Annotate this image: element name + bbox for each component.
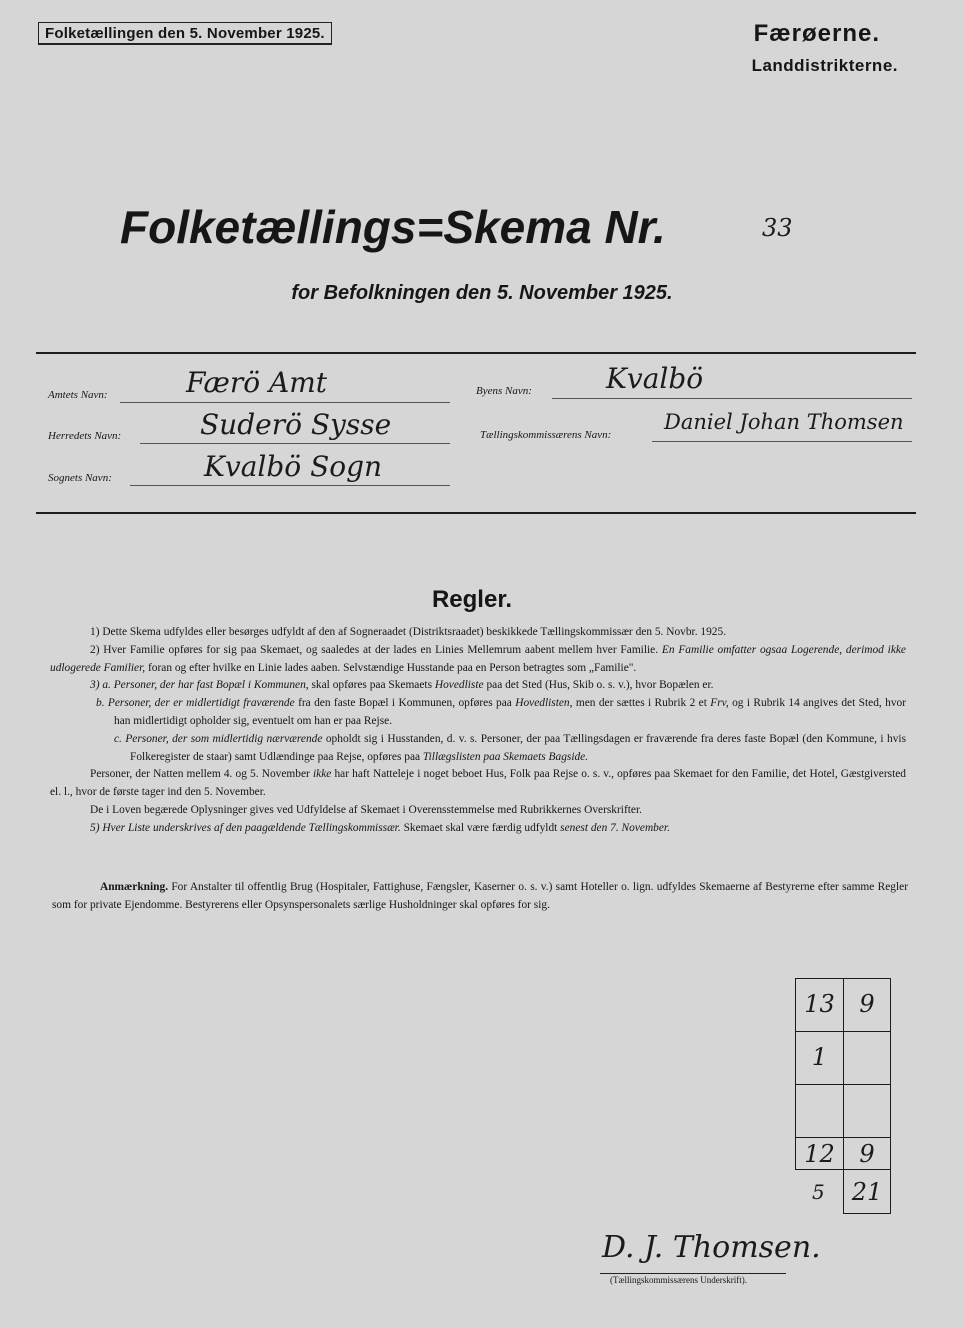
rule-2: 2) Hver Familie opføres for sig paa Skemaet, og saaledes at der lades en Linies Mellemrum aabent mellem hver Familie. En Familie omfatter ogsaa Logerende, derimod ikke udlogerede Familier, foran og efter hvilke en Linie lades aaben. Selvstændige Husstande paa en Person betragtes som „Familie". [50,643,906,674]
tally-cell-r2-right [843,1031,891,1085]
kommissaer-label: Tællingskommissærens Navn: [480,429,612,441]
tally-cell-r3-left [795,1084,844,1138]
remark-text: For Anstalter til offentlig Brug (Hospitaler, Fattighuse, Fængsler, Kaserner o. s. v.) samt Hoteller o. lign. udfyldes Skemaerne af Bestyrerne efter samme Regler som for private Ejendomme. Bestyrerens eller Opsynspersonalets særlige Husholdninger skal opføres for sig. [52,881,908,911]
by-label: Byens Navn: [476,385,532,397]
signature-line [600,1273,786,1274]
tally-box [795,978,891,1214]
rules-body [50,624,906,838]
rule-5: 5) Hver Liste underskrives af den paagældende Tællingskommissær. Skemaet skal være færdig udfyldt senest den 7. November. [90,821,670,834]
signature-caption: (Tællingskommissærens Underskrift). [610,1275,747,1285]
schema-title: Folketællings=Skema Nr. [120,201,666,253]
herred-value: Suderö Sysse [200,408,392,441]
kommissaer-underline [652,441,912,442]
by-underline [552,398,912,399]
top-divider [36,352,916,354]
bottom-divider [36,512,916,514]
commissioner-signature: D. J. Thomsen. [602,1230,821,1265]
rule-3a: 3) a. Personer, der har fast Bopæl i Kommunen, skal opføres paa Skemaets Hovedliste paa det Sted (Hus, Skib o. s. v.), hvor Bopælen er. [90,679,714,692]
rule-4: Personer, der Natten mellem 4. og 5. November ikke har haft Natteleje i noget beboet Hus, Folk paa Rejse o. s. v., opføres paa Skemaet for den Familie, det Hotel, Gæstgiversted el. l., hvor de første tager ind den 5. November. [50,768,906,799]
amt-underline [120,402,450,403]
amt-label: Amtets Navn: [48,389,108,401]
tally-cell-r1-right: 9 [843,978,891,1032]
tally-cell-r4-right: 9 [843,1137,891,1170]
rule-3c: c. Personer, der som midlertidig nærværende opholdt sig i Husstanden, d. v. s. Personer, der paa Tællingsdagen er fraværende fra deres faste Bopæl (den Kommune, i hvis Folkeregister de staar) samt Udlændinge paa Rejse, opføres paa Tillægslisten paa Skemaets Bagside. [114,732,906,763]
herred-label: Herredets Navn: [48,430,122,442]
tally-cell-r5-right: 21 [843,1169,891,1214]
remark [52,878,908,914]
rules-heading: Regler. [431,586,513,613]
tally-cell-r1-left: 13 [795,978,844,1032]
by-value: Kvalbö [606,362,704,395]
region-title: Færøerne. [753,20,880,47]
amt-value: Færö Amt [186,366,328,399]
tally-cell-r2-left: 1 [795,1031,844,1085]
sogn-value: Kvalbö Sogn [204,450,383,483]
herred-underline [140,443,450,444]
rule-1: 1) Dette Skema udfyldes eller besørges udfyldt af den af Sogneraadet (Distriktsraadet) beskikkede Tællingskommissær den 5. Novbr. 1925. [90,626,727,638]
sogn-underline [130,485,450,486]
tally-cell-r4-left: 12 [795,1137,844,1170]
schema-subtitle: for Befolkningen den 5. November 1925. [291,282,673,304]
rule-4-note: De i Loven begærede Oplysninger gives ved Udfyldelse af Skemaet i Overensstemmelse med Rubrikkernes Overskrifter. [90,803,642,816]
census-date-label: Folketællingen den 5. November 1925. [38,22,332,45]
schema-number: 33 [762,214,793,242]
district-subtitle: Landdistrikterne. [751,56,898,75]
remark-label: Anmærkning. [100,881,169,893]
tally-cell-r5-left: 5 [812,1180,825,1204]
kommissaer-value: Daniel Johan Thomsen [664,410,904,434]
rule-3b: b. Personer, der er midlertidigt fraværende fra den faste Bopæl i Kommunen, opføres paa Hovedlisten, men der sættes i Rubrik 2 et Frv, og i Rubrik 14 angives det Sted, hvor han midlertidigt opholder sig, eventuelt om han er paa Rejse. [96,697,907,727]
sogn-label: Sognets Navn: [48,472,112,484]
tally-cell-r3-right [843,1084,891,1138]
